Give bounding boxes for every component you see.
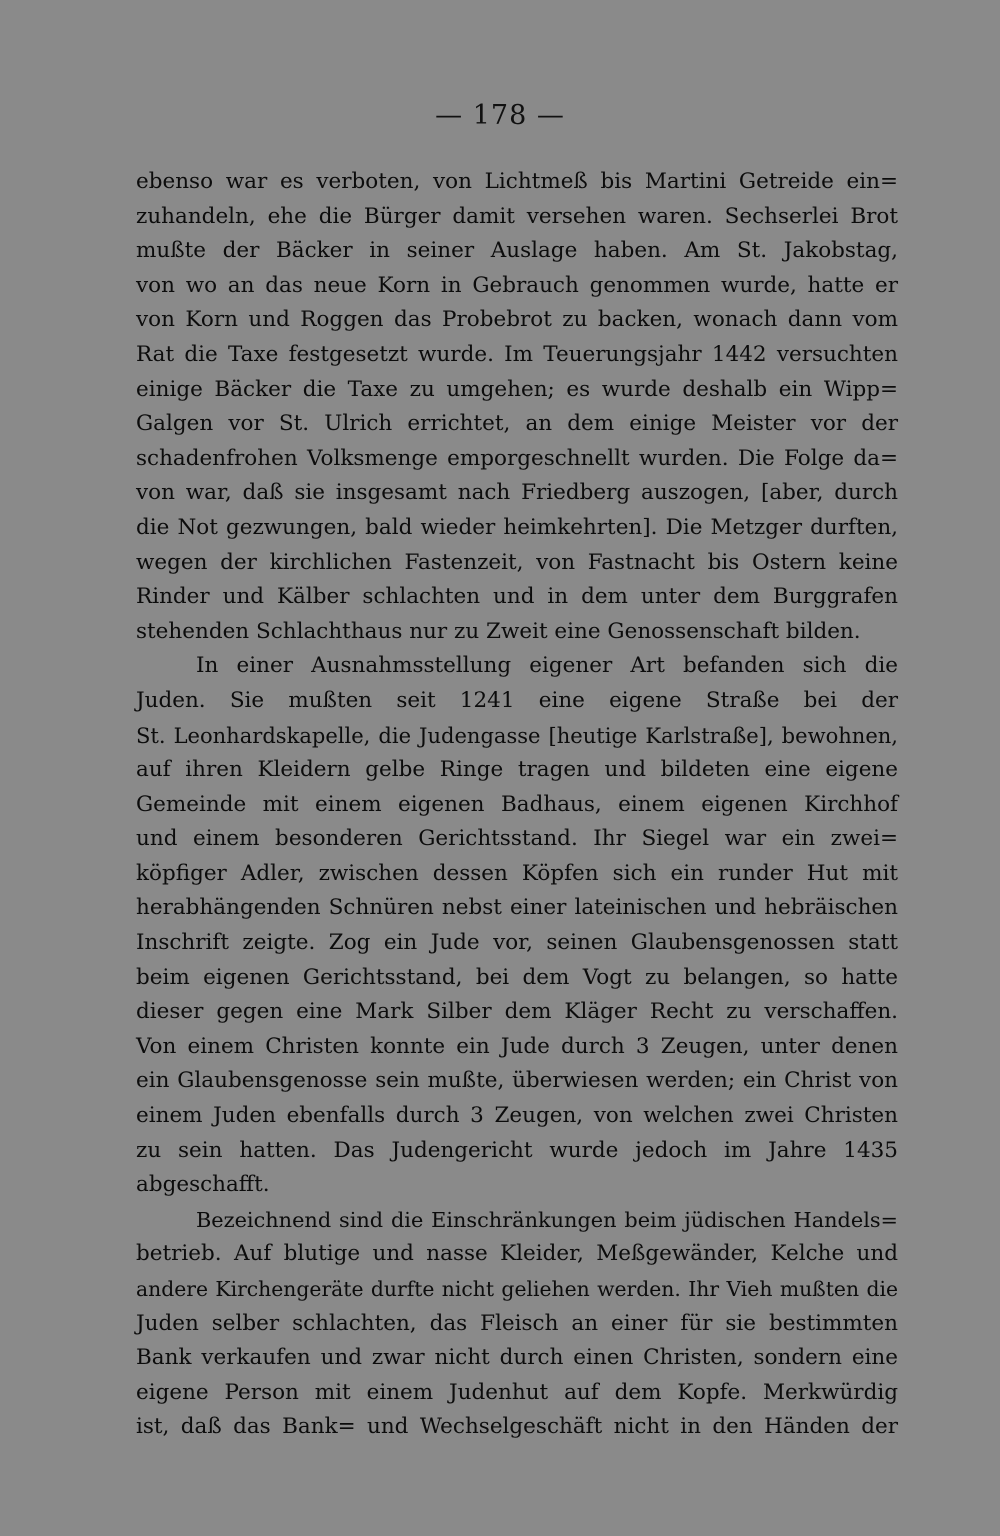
text-line: auf ihren Kleidern gelbe Ringe tragen und bildeten eine eigene	[136, 757, 898, 783]
text-line: schadenfrohen Volksmenge emporgeschnellt wurden. Die Folge da=	[136, 445, 898, 471]
text-line: abgeschafft.	[136, 1172, 270, 1198]
text-line: Von einem Christen konnte ein Jude durch 3 Zeugen, unter denen	[136, 1033, 898, 1059]
text-line: ist, daß das Bank= und Wechselgeschäft nicht in den Händen der	[136, 1414, 898, 1440]
text-line: Bezeichnend sind die Einschränkungen beim jüdischen Handels=	[196, 1207, 898, 1232]
text-line: betrieb. Auf blutige und nasse Kleider, Meßgewänder, Kelche und	[136, 1241, 898, 1267]
text-line: eigene Person mit einem Judenhut auf dem Kopfe. Merkwürdig	[136, 1379, 898, 1405]
text-line: einige Bäcker die Taxe zu umgehen; es wurde deshalb ein Wipp=	[136, 376, 898, 402]
text-line: In einer Ausnahmsstellung eigener Art befanden sich die	[196, 653, 898, 679]
text-line: Juden selber schlachten, das Fleisch an einer für sie bestimmten	[136, 1310, 898, 1336]
text-line: Gemeinde mit einem eigenen Badhaus, einem eigenen Kirchhof	[136, 791, 898, 817]
text-line: und einem besonderen Gerichtsstand. Ihr Siegel war ein zwei=	[136, 826, 898, 852]
text-line: stehenden Schlachthaus nur zu Zweit eine Genossenschaft bilden.	[136, 618, 861, 644]
text-line: Bank verkaufen und zwar nicht durch einen Christen, sondern eine	[136, 1345, 898, 1371]
page-number: — 178 —	[435, 100, 565, 131]
text-line: Rinder und Kälber schlachten und in dem unter dem Burggrafen	[136, 584, 898, 610]
text-line: Juden. Sie mußten seit 1241 eine eigene Straße bei der	[136, 687, 898, 713]
text-line: von wo an das neue Korn in Gebrauch genommen wurde, hatte er	[136, 272, 898, 298]
text-line: zu sein hatten. Das Judengericht wurde jedoch im Jahre 1435	[136, 1137, 898, 1163]
text-line: einem Juden ebenfalls durch 3 Zeugen, von welchen zwei Christen	[136, 1103, 898, 1129]
text-line: Inschrift zeigte. Zog ein Jude vor, seinen Glaubensgenossen statt	[136, 930, 898, 956]
text-line: herabhängenden Schnüren nebst einer lateinischen und hebräischen	[136, 895, 898, 921]
body-text	[136, 165, 898, 1445]
text-line: Galgen vor St. Ulrich errichtet, an dem einige Meister vor der	[136, 411, 898, 437]
text-line: von Korn und Roggen das Probebrot zu backen, wonach dann vom	[136, 307, 898, 333]
text-line: mußte der Bäcker in seiner Auslage haben. Am St. Jakobstag,	[136, 238, 898, 264]
text-line: St. Leonhardskapelle, die Judengasse [heutige Karlstraße], bewohnen,	[136, 722, 898, 748]
text-line: köpfiger Adler, zwischen dessen Köpfen sich ein runder Hut mit	[136, 860, 898, 886]
text-line: ein Glaubensgenosse sein mußte, überwiesen werden; ein Christ von	[136, 1068, 898, 1094]
text-line: beim eigenen Gerichtsstand, bei dem Vogt zu belangen, so hatte	[136, 964, 898, 990]
text-line: ebenso war es verboten, von Lichtmeß bis Martini Getreide ein=	[136, 169, 898, 194]
text-line: wegen der kirchlichen Fastenzeit, von Fastnacht bis Ostern keine	[136, 549, 898, 575]
text-line: Rat die Taxe festgesetzt wurde. Im Teuerungsjahr 1442 versuchten	[136, 341, 898, 367]
text-line: von war, daß sie insgesamt nach Friedberg auszogen, [aber, durch	[136, 480, 898, 506]
text-line: dieser gegen eine Mark Silber dem Kläger Recht zu verschaffen.	[136, 999, 898, 1025]
text-line: die Not gezwungen, bald wieder heimkehrten]. Die Metzger durften,	[136, 514, 898, 540]
text-line: andere Kirchengeräte durfte nicht geliehen werden. Ihr Vieh mußten die	[136, 1277, 898, 1301]
text-line: zuhandeln, ehe die Bürger damit versehen waren. Sechserlei Brot	[136, 203, 898, 229]
